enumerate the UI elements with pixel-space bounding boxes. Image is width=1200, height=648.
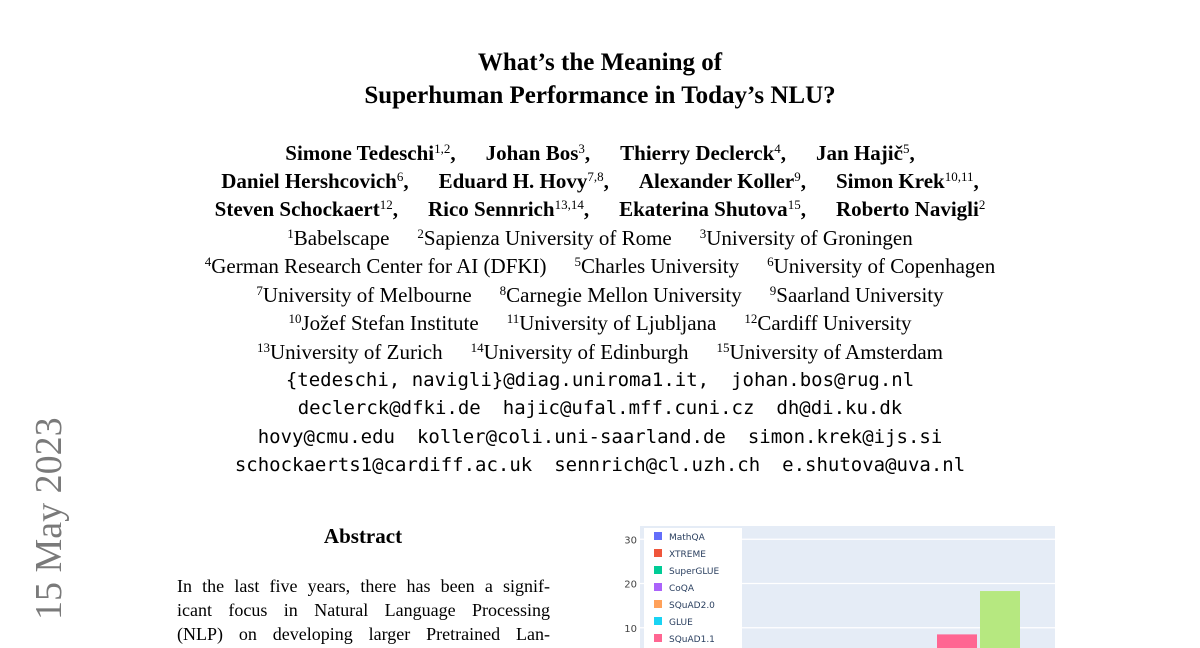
author-separator: ,: [973, 169, 979, 193]
author-affiliation-marker: 10,11: [944, 169, 974, 184]
affiliation-line: [0, 309, 1200, 337]
email-address: declerck@dfki.de: [297, 397, 481, 420]
affiliation-line: [0, 338, 1200, 366]
author-line: [0, 195, 1200, 223]
email-address: dh@di.ku.dk: [776, 397, 903, 420]
author-separator: ,: [403, 169, 409, 193]
affiliation-number: 9: [769, 282, 777, 298]
affiliation-line: [0, 281, 1200, 309]
author-affiliation-marker: 6: [396, 169, 404, 184]
author-affiliation-marker: 5: [902, 141, 910, 156]
author-name: Simone Tedeschi: [285, 141, 435, 165]
legend-label: SuperGLUE: [669, 567, 720, 577]
author: [619, 197, 806, 221]
author-separator: ,: [450, 141, 456, 165]
affiliation-number: 3: [699, 226, 707, 241]
affiliation-number: 6: [767, 254, 774, 270]
author-name: Roberto Navigli: [835, 197, 979, 221]
affiliation-name: Sapienza University of Rome: [423, 226, 672, 250]
author: [285, 141, 455, 165]
affiliation-number: 15: [716, 339, 730, 355]
affiliation-list: [0, 224, 1200, 366]
email-address: e.shutova@uva.nl: [782, 454, 966, 477]
abstract-text: [177, 574, 550, 646]
affiliation-name: Charles University: [581, 254, 740, 279]
affiliation-number: 8: [499, 282, 507, 298]
affiliation-name: University of Zurich: [269, 339, 443, 364]
affiliation: [287, 226, 389, 250]
email-line: [0, 423, 1200, 451]
legend-swatch: [654, 600, 662, 608]
legend-label: CoQA: [669, 584, 695, 594]
author-separator: ,: [800, 169, 806, 193]
legend-label: SQuAD2.0: [669, 601, 715, 611]
author-name: Alexander Koller: [638, 169, 795, 193]
email-address: hovy@cmu.edu: [257, 425, 395, 448]
abstract-heading: Abstract: [323, 524, 403, 548]
author-affiliation-marker: 15: [787, 197, 801, 212]
legend-swatch: [654, 617, 662, 625]
affiliation-name: Jožef Stefan Institute: [301, 311, 479, 336]
legend-swatch: [654, 583, 662, 591]
author-separator: ,: [780, 141, 787, 165]
title-line-1: What’s the Meaning of: [477, 49, 723, 76]
abstract-line: icant focus in Natural Language Processing: [177, 600, 550, 620]
email-address: hajic@ufal.mff.cuni.cz: [502, 397, 755, 420]
affiliation: [700, 226, 913, 250]
author: [486, 141, 591, 165]
affiliation-number: 14: [470, 339, 484, 355]
author-line: [0, 139, 1200, 167]
affiliation: [575, 254, 740, 278]
y-tick-label: 20: [624, 579, 637, 591]
affiliation: [288, 311, 478, 335]
affiliation-name: Saarland University: [776, 282, 944, 307]
author-affiliation-marker: 7,8: [587, 169, 604, 184]
affiliation-name: German Research Center for AI (DFKI): [211, 254, 547, 279]
email-line: [0, 451, 1200, 479]
affiliation-number: 2: [417, 226, 424, 241]
affiliation: [500, 283, 742, 307]
author-separator: ,: [800, 197, 806, 221]
author-affiliation-marker: 1,2: [434, 141, 451, 156]
email-line: [0, 394, 1200, 422]
author-name: Steven Schockaert: [214, 197, 380, 221]
author: [439, 169, 609, 193]
author: [221, 169, 408, 193]
legend-swatch: [654, 532, 662, 540]
affiliation-line: [0, 224, 1200, 252]
email-address: sennrich@cl.uzh.ch: [554, 454, 761, 477]
affiliation: [767, 254, 995, 278]
affiliation-number: 11: [506, 311, 520, 327]
legend-swatch: [654, 634, 662, 642]
arxiv-date-stamp: 15 May 2023: [28, 417, 70, 620]
author-separator: ,: [583, 197, 590, 221]
affiliation-number: 13: [256, 339, 270, 355]
affiliation: [417, 226, 671, 250]
email-address: johan.bos@rug.nl: [731, 369, 915, 391]
author-list: [0, 139, 1200, 223]
affiliation-name: University of Copenhagen: [773, 254, 996, 279]
affiliation: [471, 340, 689, 364]
affiliation-line: [0, 252, 1200, 280]
affiliation-number: 7: [256, 282, 263, 298]
author-name: Jan Hajič: [816, 141, 903, 165]
author-name: Thierry Declerck: [620, 141, 775, 165]
affiliation-number: 1: [287, 226, 294, 241]
author: [816, 141, 915, 165]
author-name: Ekaterina Shutova: [619, 197, 788, 221]
legend-swatch: [654, 549, 662, 557]
author: [639, 169, 806, 193]
affiliation-name: University of Melbourne: [262, 282, 472, 307]
author-affiliation-marker: 4: [774, 141, 781, 156]
affiliation: [507, 311, 717, 335]
email-address: koller@coli.uni-saarland.de: [416, 425, 726, 448]
legend-label: GLUE: [669, 618, 693, 628]
legend-label: XTREME: [669, 550, 706, 560]
affiliation-number: 10: [288, 311, 302, 327]
abstract-line: In the last five years, there has been a signif-: [177, 576, 550, 596]
y-tick-label: 10: [624, 623, 637, 635]
legend-label: SQuAD1.1: [669, 635, 715, 645]
affiliation-name: Carnegie Mellon University: [506, 282, 742, 307]
email-list: [0, 366, 1200, 480]
author-separator: ,: [603, 169, 609, 193]
affiliation-name: University of Ljubljana: [519, 311, 717, 336]
affiliation-name: University of Groningen: [706, 226, 913, 250]
affiliation-name: University of Edinburgh: [483, 339, 689, 364]
affiliation-number: 5: [574, 254, 582, 270]
author-affiliation-marker: 3: [578, 141, 585, 156]
email-address: simon.krek@ijs.si: [747, 425, 943, 448]
author-separator: ,: [909, 141, 915, 165]
affiliation-name: Cardiff University: [757, 311, 912, 336]
legend-swatch: [654, 566, 662, 574]
bar: [937, 634, 977, 648]
bar: [980, 591, 1020, 648]
y-tick-label: 30: [624, 535, 637, 547]
affiliation-name: Babelscape: [293, 226, 390, 250]
affiliation: [256, 283, 471, 307]
author-name: Eduard H. Hovy: [438, 169, 588, 193]
paper-title: [0, 46, 1200, 112]
author-name: Daniel Hershcovich: [221, 169, 397, 193]
email-address: {tedeschi, navigli}@diag.uniroma1.it,: [285, 369, 710, 391]
affiliation-number: 4: [204, 254, 212, 270]
abstract-line: (NLP) on developing larger Pretrained Lan-: [177, 624, 550, 644]
author-affiliation-marker: 12: [379, 197, 393, 212]
author-separator: ,: [584, 141, 591, 165]
affiliation: [257, 340, 443, 364]
author: [620, 141, 786, 165]
email-line: [0, 366, 1200, 394]
author-affiliation-marker: 9: [794, 169, 801, 184]
author-name: Simon Krek: [835, 169, 945, 193]
affiliation: [205, 254, 547, 278]
author-name: Rico Sennrich: [427, 197, 555, 221]
figure-bar-chart: [610, 522, 1060, 648]
author: [836, 197, 985, 221]
affiliation-number: 12: [744, 311, 758, 327]
author: [836, 169, 979, 193]
affiliation: [744, 311, 911, 335]
legend-label: MathQA: [669, 533, 705, 543]
author-affiliation-marker: 13,14: [554, 197, 584, 212]
author-affiliation-marker: 2: [978, 197, 986, 212]
author: [428, 197, 589, 221]
affiliation: [770, 283, 944, 307]
title-line-2: Superhuman Performance in Today’s NLU?: [364, 82, 836, 109]
author-separator: ,: [392, 197, 398, 221]
author: [215, 197, 398, 221]
affiliation: [717, 340, 943, 364]
affiliation-name: University of Amsterdam: [729, 339, 944, 364]
author-name: Johan Bos: [485, 141, 579, 165]
author-line: [0, 167, 1200, 195]
email-address: schockaerts1@cardiff.ac.uk: [234, 454, 533, 477]
